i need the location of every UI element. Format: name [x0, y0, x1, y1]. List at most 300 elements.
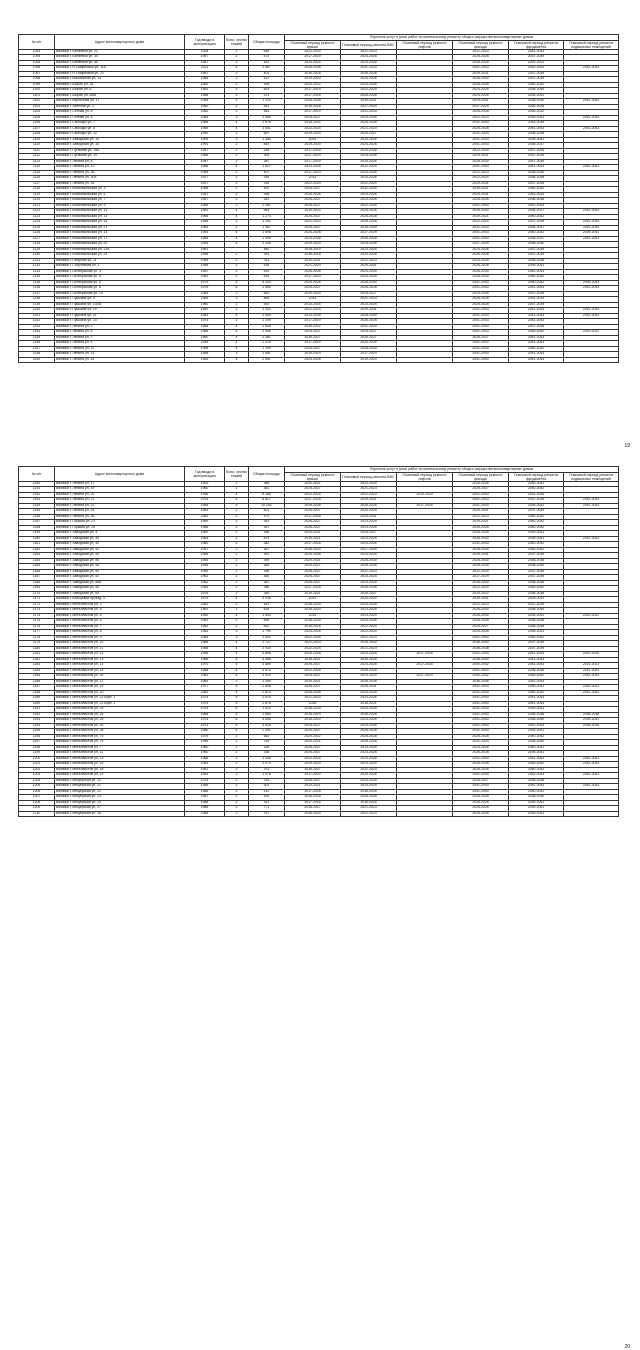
table-cell: 2015-2021 — [285, 258, 341, 264]
table-cell: 2028-2030 — [453, 564, 509, 570]
table-cell: Вязники г, Металлистов ул, 10 — [55, 641, 185, 647]
table-cell: 2018-2020 — [285, 718, 341, 724]
table-cell: 1 801 — [249, 635, 285, 641]
table-cell: 2036-2038 — [509, 668, 564, 674]
table-cell: 1 946 — [249, 330, 285, 336]
table-cell: Вязники г, Металлистов ул, 23 — [55, 707, 185, 713]
table-cell: 2026-2027 — [285, 751, 341, 757]
table-cell: 1962 — [185, 580, 225, 586]
table-cell: 2 — [225, 55, 249, 61]
table-cell: 1964 — [185, 635, 225, 641]
table-cell: 1206 — [19, 789, 55, 795]
table-cell: 2025-2027 — [285, 225, 341, 231]
table-cell: Вязники г, Металлистов ул, 19 — [55, 685, 185, 691]
table-cell: 2026-2028 — [453, 800, 509, 806]
table-cell: 1182 — [19, 657, 55, 663]
table-cell: 2026-2028 — [285, 269, 341, 275]
table-cell: 2038-2040 — [509, 170, 564, 176]
table-cell: 2037-2039 — [509, 646, 564, 652]
table-cell: 1 364 — [249, 137, 285, 143]
table-cell: 1959 — [185, 99, 225, 105]
table-cell: 2024-2026 — [341, 192, 397, 198]
table-cell: 4 — [225, 646, 249, 652]
col-foundation: Плановый период ремонта фундамента — [509, 40, 564, 49]
table-cell: Вязники г, Металлистов ул, 6 — [55, 619, 185, 625]
table-cell: 2038-2040 — [509, 718, 564, 724]
table-cell: 1136 — [19, 286, 55, 292]
table-cell: 2 — [225, 762, 249, 768]
table-cell: 2028-2030 — [453, 275, 509, 281]
table-cell: 1988 — [185, 352, 225, 358]
table-cell: 1151 — [19, 487, 55, 493]
table-cell: 1 698 — [249, 231, 285, 237]
table-cell: 2036-2038 — [509, 176, 564, 182]
table-cell: 407 — [249, 170, 285, 176]
table-cell: 2041-2043 — [564, 313, 619, 319]
table-cell: 2041-2043 — [564, 784, 619, 790]
table-cell: 2018-2020 — [285, 608, 341, 614]
table-cell: 1969 — [185, 126, 225, 132]
table-cell: 1117 — [19, 181, 55, 187]
table-cell: 2022-2024 — [285, 308, 341, 314]
table-cell: 2041-2043 — [564, 690, 619, 696]
document-page-19 — [0, 0, 640, 452]
table-cell: 2028-2030 — [453, 608, 509, 614]
table-cell: 2024-2026 — [341, 55, 397, 61]
table-cell: 1981 — [185, 88, 225, 94]
table-cell: 2039-2041 — [509, 597, 564, 603]
table-cell: 2036-2038 — [509, 558, 564, 564]
table-cell: 1964 — [185, 236, 225, 242]
table-cell: 3 — [225, 297, 249, 303]
table-cell: 2023-2025 — [341, 536, 397, 542]
table-cell: 2039-2041 — [509, 137, 564, 143]
table-cell: 1203 — [19, 773, 55, 779]
table-cell: Вязники г, Октябрьская ул, 5 — [55, 275, 185, 281]
table-cell: 374 — [249, 767, 285, 773]
table-cell: Вязники г, Кольцевой проезд, 4 — [55, 597, 185, 603]
table-cell: 2026-2028 — [285, 503, 341, 509]
page-number: 19 — [624, 443, 630, 449]
table-cell: Вязники г, Металлистов ул, 11 — [55, 646, 185, 652]
table-cell: 384 — [249, 591, 285, 597]
table-cell: 2036-2038 — [509, 778, 564, 784]
table-cell: Вязники г, Заводская ул, 56а — [55, 580, 185, 586]
table-cell: 2026-2028 — [453, 126, 509, 132]
table-cell: 2038-2040 — [509, 242, 564, 248]
table-cell: 2026-2028 — [453, 198, 509, 204]
table-cell: Вязники г, Беляевой ул, 8б — [55, 60, 185, 66]
table-cell: 2031-2033 — [341, 66, 397, 72]
table-cell: 2 — [225, 800, 249, 806]
table-cell: 2041-2043 — [564, 115, 619, 121]
table-cell: 1973 — [185, 723, 225, 729]
table-cell: 1 210 — [249, 99, 285, 105]
table-cell: 2013-2015 — [285, 302, 341, 308]
table-cell: 4 — [225, 165, 249, 171]
col-no: № п/п — [19, 35, 55, 50]
table-cell: Вязники г, Металлистов ул, 8 — [55, 630, 185, 636]
table-cell: 2019-2020 — [285, 762, 341, 768]
table-cell: 771 — [249, 806, 285, 812]
table-cell: 1147 — [19, 346, 55, 352]
table-cell: 2041-2043 — [564, 308, 619, 314]
table-cell: 1 209 — [249, 319, 285, 325]
table-cell: Вязники г, Металлистов ул, 2 — [55, 602, 185, 608]
table-cell: 2025-2027 — [341, 335, 397, 341]
table-cell: 1173 — [19, 608, 55, 614]
table-cell: 2020-2022 — [453, 591, 509, 597]
table-cell: 2026-2027 — [285, 203, 341, 209]
table-cell: 2024-2026 — [341, 253, 397, 259]
table-cell: 2026-2028 — [341, 121, 397, 127]
table-cell: 5 — [225, 503, 249, 509]
table-cell: 412 — [249, 789, 285, 795]
table-cell: 1957 — [185, 148, 225, 154]
table-cell: 2041-2043 — [509, 335, 564, 341]
table-cell: 2021-2023 — [285, 264, 341, 270]
table-cell: Вязники г, Свободы ул, 12 — [55, 132, 185, 138]
table-cell: Вязники г, Ленина ул, 17 — [55, 481, 185, 487]
table-cell: Вязники г, Ленина ул, 21 — [55, 498, 185, 504]
table-cell: 4 — [225, 335, 249, 341]
table-cell: 4 — [225, 324, 249, 330]
table-cell: 2035-2037 — [509, 225, 564, 231]
col-address: Адрес многоквартирного дома — [55, 467, 185, 482]
table-cell: 2040-2042 — [509, 487, 564, 493]
table-cell: 1983 — [185, 313, 225, 319]
table-cell: 2029-2031 — [453, 71, 509, 77]
table-cell: 2026-2028 — [453, 525, 509, 531]
table-cell: 2041-2043 — [564, 209, 619, 215]
table-cell: 2 — [225, 745, 249, 751]
col-roof: Плановый период ремонта крыши — [285, 472, 341, 481]
table-cell: 865 — [249, 297, 285, 303]
table-cell: 2 — [225, 767, 249, 773]
table-cell: 2021-2023 — [341, 806, 397, 812]
table-cell: 2026-2028 — [285, 99, 341, 105]
table-cell: 2 — [225, 82, 249, 88]
table-cell: 2025-2026 — [285, 280, 341, 286]
table-cell: 1125 — [19, 225, 55, 231]
table-cell: 1988 — [185, 800, 225, 806]
table-cell: 2025-2027 — [285, 487, 341, 493]
table-cell: 1183 — [19, 663, 55, 669]
table-cell: 2020-2022 — [285, 734, 341, 740]
table-cell: 2025-2027 — [285, 198, 341, 204]
table-cell: 2041-2043 — [564, 99, 619, 105]
table-cell: 2023-2025 — [341, 575, 397, 581]
table-cell: 2016-2018 — [285, 253, 341, 259]
table-cell: 2026-2028 — [453, 110, 509, 116]
table-cell: 1181 — [19, 652, 55, 658]
table-cell: Вязники г, Заводская ул, 52 — [55, 575, 185, 581]
table-cell: 2026-2028 — [453, 297, 509, 303]
table-cell: Вязники г, Металлистов ул, 15 — [55, 668, 185, 674]
table-cell: 3 — [225, 635, 249, 641]
table-cell: 2041-2043 — [564, 773, 619, 779]
table-cell: 2023-2025 — [341, 751, 397, 757]
table-cell: 2 — [225, 789, 249, 795]
table-cell: 2041-2043 — [509, 341, 564, 347]
table-cell: 1113 — [19, 159, 55, 165]
table-cell: 616 — [249, 608, 285, 614]
table-cell: Вязники г, Заводская ул, 48 — [55, 564, 185, 570]
table-cell: Вязники г, Заводская ул, 3 — [55, 531, 185, 537]
table-cell: 2 — [225, 784, 249, 790]
table-cell: Вязники г, Н.Смирновой ул, 21 — [55, 71, 185, 77]
table-cell: 564 — [249, 110, 285, 116]
table-cell: 1095 — [19, 60, 55, 66]
table-cell: 2017-2018 — [285, 498, 341, 504]
table-cell: 2 — [225, 132, 249, 138]
table-cell: 1187 — [19, 685, 55, 691]
table-cell: 2 491 — [249, 729, 285, 735]
table-cell: 1962 — [185, 619, 225, 625]
table-cell: 2023-2025 — [341, 509, 397, 515]
table-cell: 2026-2028 — [341, 93, 397, 99]
table-cell: 2014 — [285, 176, 341, 182]
table-cell: 1961 — [185, 608, 225, 614]
table-cell: Вязники г, Металлистов ул, 4 — [55, 608, 185, 614]
table-cell: 391 — [249, 253, 285, 259]
table-cell: 2037-2039 — [509, 154, 564, 160]
col-works-group: Перечень услуг и (или) работ по капитальному ремонту общего имущества многоквартирных домов — [285, 35, 619, 41]
table-cell: 2023-2025 — [341, 553, 397, 559]
table-cell: Вязники г, Металлистов ул, 16 — [55, 674, 185, 680]
table-cell: 2026-2028 — [453, 55, 509, 61]
table-cell: 2024-2026 — [341, 159, 397, 165]
table-cell: 285 — [249, 531, 285, 537]
table-cell: 2 — [225, 569, 249, 575]
table-cell: 1968 — [185, 121, 225, 127]
table-cell: 1979 — [185, 280, 225, 286]
table-cell: 2023-2025 — [341, 520, 397, 526]
table-cell: 2023-2025 — [341, 269, 397, 275]
table-cell: Вязники г, Металлистов ул, 9 — [55, 635, 185, 641]
table-cell: 2026-2028 — [509, 104, 564, 110]
col-utilities: Плановый период ремонта ВИС — [341, 472, 397, 481]
table-cell: 2029-2031 — [453, 99, 509, 105]
table-cell: 2024-2026 — [341, 176, 397, 182]
table-cell: 1965 — [185, 77, 225, 83]
table-cell: 2040-2042 — [453, 663, 509, 669]
table-cell: 2023-2025 — [341, 778, 397, 784]
table-cell: 2021-2023 — [341, 767, 397, 773]
table-cell: 2028-2030 — [453, 269, 509, 275]
table-cell: 2041-2043 — [453, 165, 509, 171]
table-cell: Вязники г, Заводская ул, 15 — [55, 143, 185, 149]
table-cell: Вязники г, Металлистов ул, 79 — [55, 740, 185, 746]
table-cell: 2023-2025 — [341, 762, 397, 768]
table-cell: 3 — [225, 630, 249, 636]
table-cell: Вязники г, Металлистов ул, 20 — [55, 690, 185, 696]
table-cell: 2 — [225, 49, 249, 55]
table-cell: 2021-2023 — [341, 258, 397, 264]
table-cell — [397, 357, 453, 363]
table-cell: 2018-2020 — [285, 619, 341, 625]
table-cell: 1100 — [19, 88, 55, 94]
table-cell: 1205 — [19, 784, 55, 790]
table-cell: 2 — [225, 269, 249, 275]
table-cell: 4 — [225, 641, 249, 647]
table-cell: 2024-2026 — [285, 630, 341, 636]
table-cell: 4 — [225, 330, 249, 336]
table-cell: 1 245 — [249, 242, 285, 248]
col-facade: Плановый период ремонта фасада — [453, 472, 509, 481]
table-cell: 2041-2043 — [453, 707, 509, 713]
table-cell: 2029-2031 — [453, 192, 509, 198]
table-cell: 1 274 — [249, 214, 285, 220]
table-cell: 2031-2033 — [341, 324, 397, 330]
table-cell: 1120 — [19, 198, 55, 204]
table-cell: Вязники г, Сенная ул, 6 — [55, 110, 185, 116]
table-cell: 5 — [225, 712, 249, 718]
table-cell: 1956 — [185, 492, 225, 498]
table-cell: 4 — [225, 498, 249, 504]
table-cell: 1984 — [185, 220, 225, 226]
table-cell: 2040-2042 — [509, 734, 564, 740]
table-cell: 1161 — [19, 542, 55, 548]
table-cell: 1148 — [19, 352, 55, 358]
page-number: 20 — [624, 1344, 630, 1350]
table-cell: 1195 — [19, 729, 55, 735]
table-cell: Вязники г, Металлистов ул, 7 — [55, 624, 185, 630]
table-cell: 2041-2043 — [453, 313, 509, 319]
table-cell: 4 — [225, 121, 249, 127]
table-cell: 2011 — [185, 66, 225, 72]
table-cell: 2024-2026 — [453, 247, 509, 253]
table-cell: 2025-2027 — [285, 509, 341, 515]
table-cell: 387 — [249, 159, 285, 165]
table-cell: 2025-2028 — [285, 553, 341, 559]
table-cell: Вязники г, Свободы ул, 7 — [55, 121, 185, 127]
table-cell: 2025-2027 — [341, 531, 397, 537]
table-cell: 2023-2025 — [341, 602, 397, 608]
col-floors: Коли- чество этажей — [225, 35, 249, 50]
table-cell: 2016-2018 — [285, 624, 341, 630]
table-cell: 2 — [225, 734, 249, 740]
table-cell: 1962 — [185, 275, 225, 281]
table-cell: Вязники г, Шорин ул, 6 — [55, 88, 185, 94]
table-cell: 4 — [225, 126, 249, 132]
table-cell: 1178 — [19, 635, 55, 641]
table-cell: 2041-2043 — [453, 137, 509, 143]
table-cell: Вязники г, Мещерская ул, 28 — [55, 811, 185, 817]
table-cell: Вязники г, Заводская ул, 44 — [55, 553, 185, 559]
table-cell: 2022-2024 — [453, 586, 509, 592]
table-cell: Вязники г, Металлистов ул, 5 — [55, 613, 185, 619]
table-cell: 2018 — [285, 701, 341, 707]
table-cell: Вязники г, Металлистов ул, 19 — [55, 773, 185, 779]
table-cell: 2 — [225, 203, 249, 209]
table-cell: 2037-2039 — [509, 302, 564, 308]
table-cell: 1166 — [19, 569, 55, 575]
table-cell: 2017-2019 — [285, 55, 341, 61]
table-cell: 2039-2041 — [564, 231, 619, 237]
table-cell: 2019-2020 — [285, 209, 341, 215]
table-cell: 295 — [249, 176, 285, 182]
table-cell: 2040-2042 — [509, 690, 564, 696]
table-cell: Вязники г, Металлистов ул, 15 — [55, 762, 185, 768]
table-cell: 1960 — [185, 82, 225, 88]
table-cell: 1107 — [19, 126, 55, 132]
table-cell: 2017-2019 — [341, 352, 397, 358]
table-cell: 2 — [225, 740, 249, 746]
table-cell: 2 — [225, 258, 249, 264]
table-cell: 2026-2027 — [285, 767, 341, 773]
table-cell: Вязники г, Комсомольская ул, 22А — [55, 247, 185, 253]
table-cell: 1159 — [19, 531, 55, 537]
table-cell: 4 — [225, 613, 249, 619]
table-cell: 1945 — [185, 341, 225, 347]
table-cell: 2030-2032 — [509, 110, 564, 116]
table-cell: 2019-2019 — [285, 352, 341, 358]
table-cell: 2026-2028 — [453, 811, 509, 817]
table-cell: Вязники г, Ленина ул, 11 — [55, 346, 185, 352]
table-cell: 1116 — [19, 176, 55, 182]
table-cell: 2041-2043 — [564, 66, 619, 72]
table-cell: 2024-2026 — [341, 756, 397, 762]
table-cell: 2025-2027 — [341, 330, 397, 336]
table-cell: 2023-2025 — [341, 115, 397, 121]
table-cell: 2021-2023 — [341, 492, 397, 498]
table-cell: 1 251 — [249, 220, 285, 226]
table-cell: 301 — [249, 784, 285, 790]
table-cell: 1963 — [185, 679, 225, 685]
table-cell: 1962 — [185, 575, 225, 581]
table-cell: 1138 — [19, 297, 55, 303]
table-cell: 1960 — [185, 104, 225, 110]
table-cell: 4 — [225, 357, 249, 363]
table-cell: 2020-2021 — [285, 740, 341, 746]
table-cell: 2024-2026 — [285, 357, 341, 363]
col-year: Год ввода в эксплуатацию — [185, 467, 225, 482]
table-cell: 2 — [225, 531, 249, 537]
table-cell: 2025-2027 — [285, 330, 341, 336]
table-cell: 1987 — [185, 795, 225, 801]
table-cell: 843 — [249, 143, 285, 149]
table-cell: 2 — [225, 302, 249, 308]
table-cell: 2023-2025 — [285, 313, 341, 319]
table-cell: Вязники г, Комсомольская ул, 3 — [55, 187, 185, 193]
table-cell: 2018-2021 — [285, 657, 341, 663]
table-cell: 1963 — [185, 630, 225, 636]
table-cell: 2040-2042 — [509, 767, 564, 773]
table-cell: 2 — [225, 773, 249, 779]
table-cell: 2028-2030 — [453, 209, 509, 215]
table-cell: 2041-2043 — [509, 308, 564, 314]
table-cell: 1145 — [19, 335, 55, 341]
table-cell: 1960 — [185, 302, 225, 308]
table-cell: Вязники г, Пушкина ул, 23 — [55, 319, 185, 325]
table-cell: 1102 — [19, 99, 55, 105]
table-cell: 2025-2027 — [285, 674, 341, 680]
table-cell: 1 851 — [249, 352, 285, 358]
table-cell: 2040-2042 — [509, 346, 564, 352]
table-cell: 2041-2043 — [564, 220, 619, 226]
table-cell: 2040-2042 — [509, 745, 564, 751]
table-cell: 4 — [225, 341, 249, 347]
table-cell: 1126 — [19, 231, 55, 237]
table-cell: 2039-2041 — [509, 93, 564, 99]
table-cell: 2019-2020 — [341, 357, 397, 363]
table-cell: 2 808 — [249, 685, 285, 691]
table-cell: 2020-2021 — [285, 558, 341, 564]
table-cell: 2040-2042 — [509, 685, 564, 691]
table-cell: 2035-2037 — [509, 209, 564, 215]
table-cell: 1968 — [185, 652, 225, 658]
